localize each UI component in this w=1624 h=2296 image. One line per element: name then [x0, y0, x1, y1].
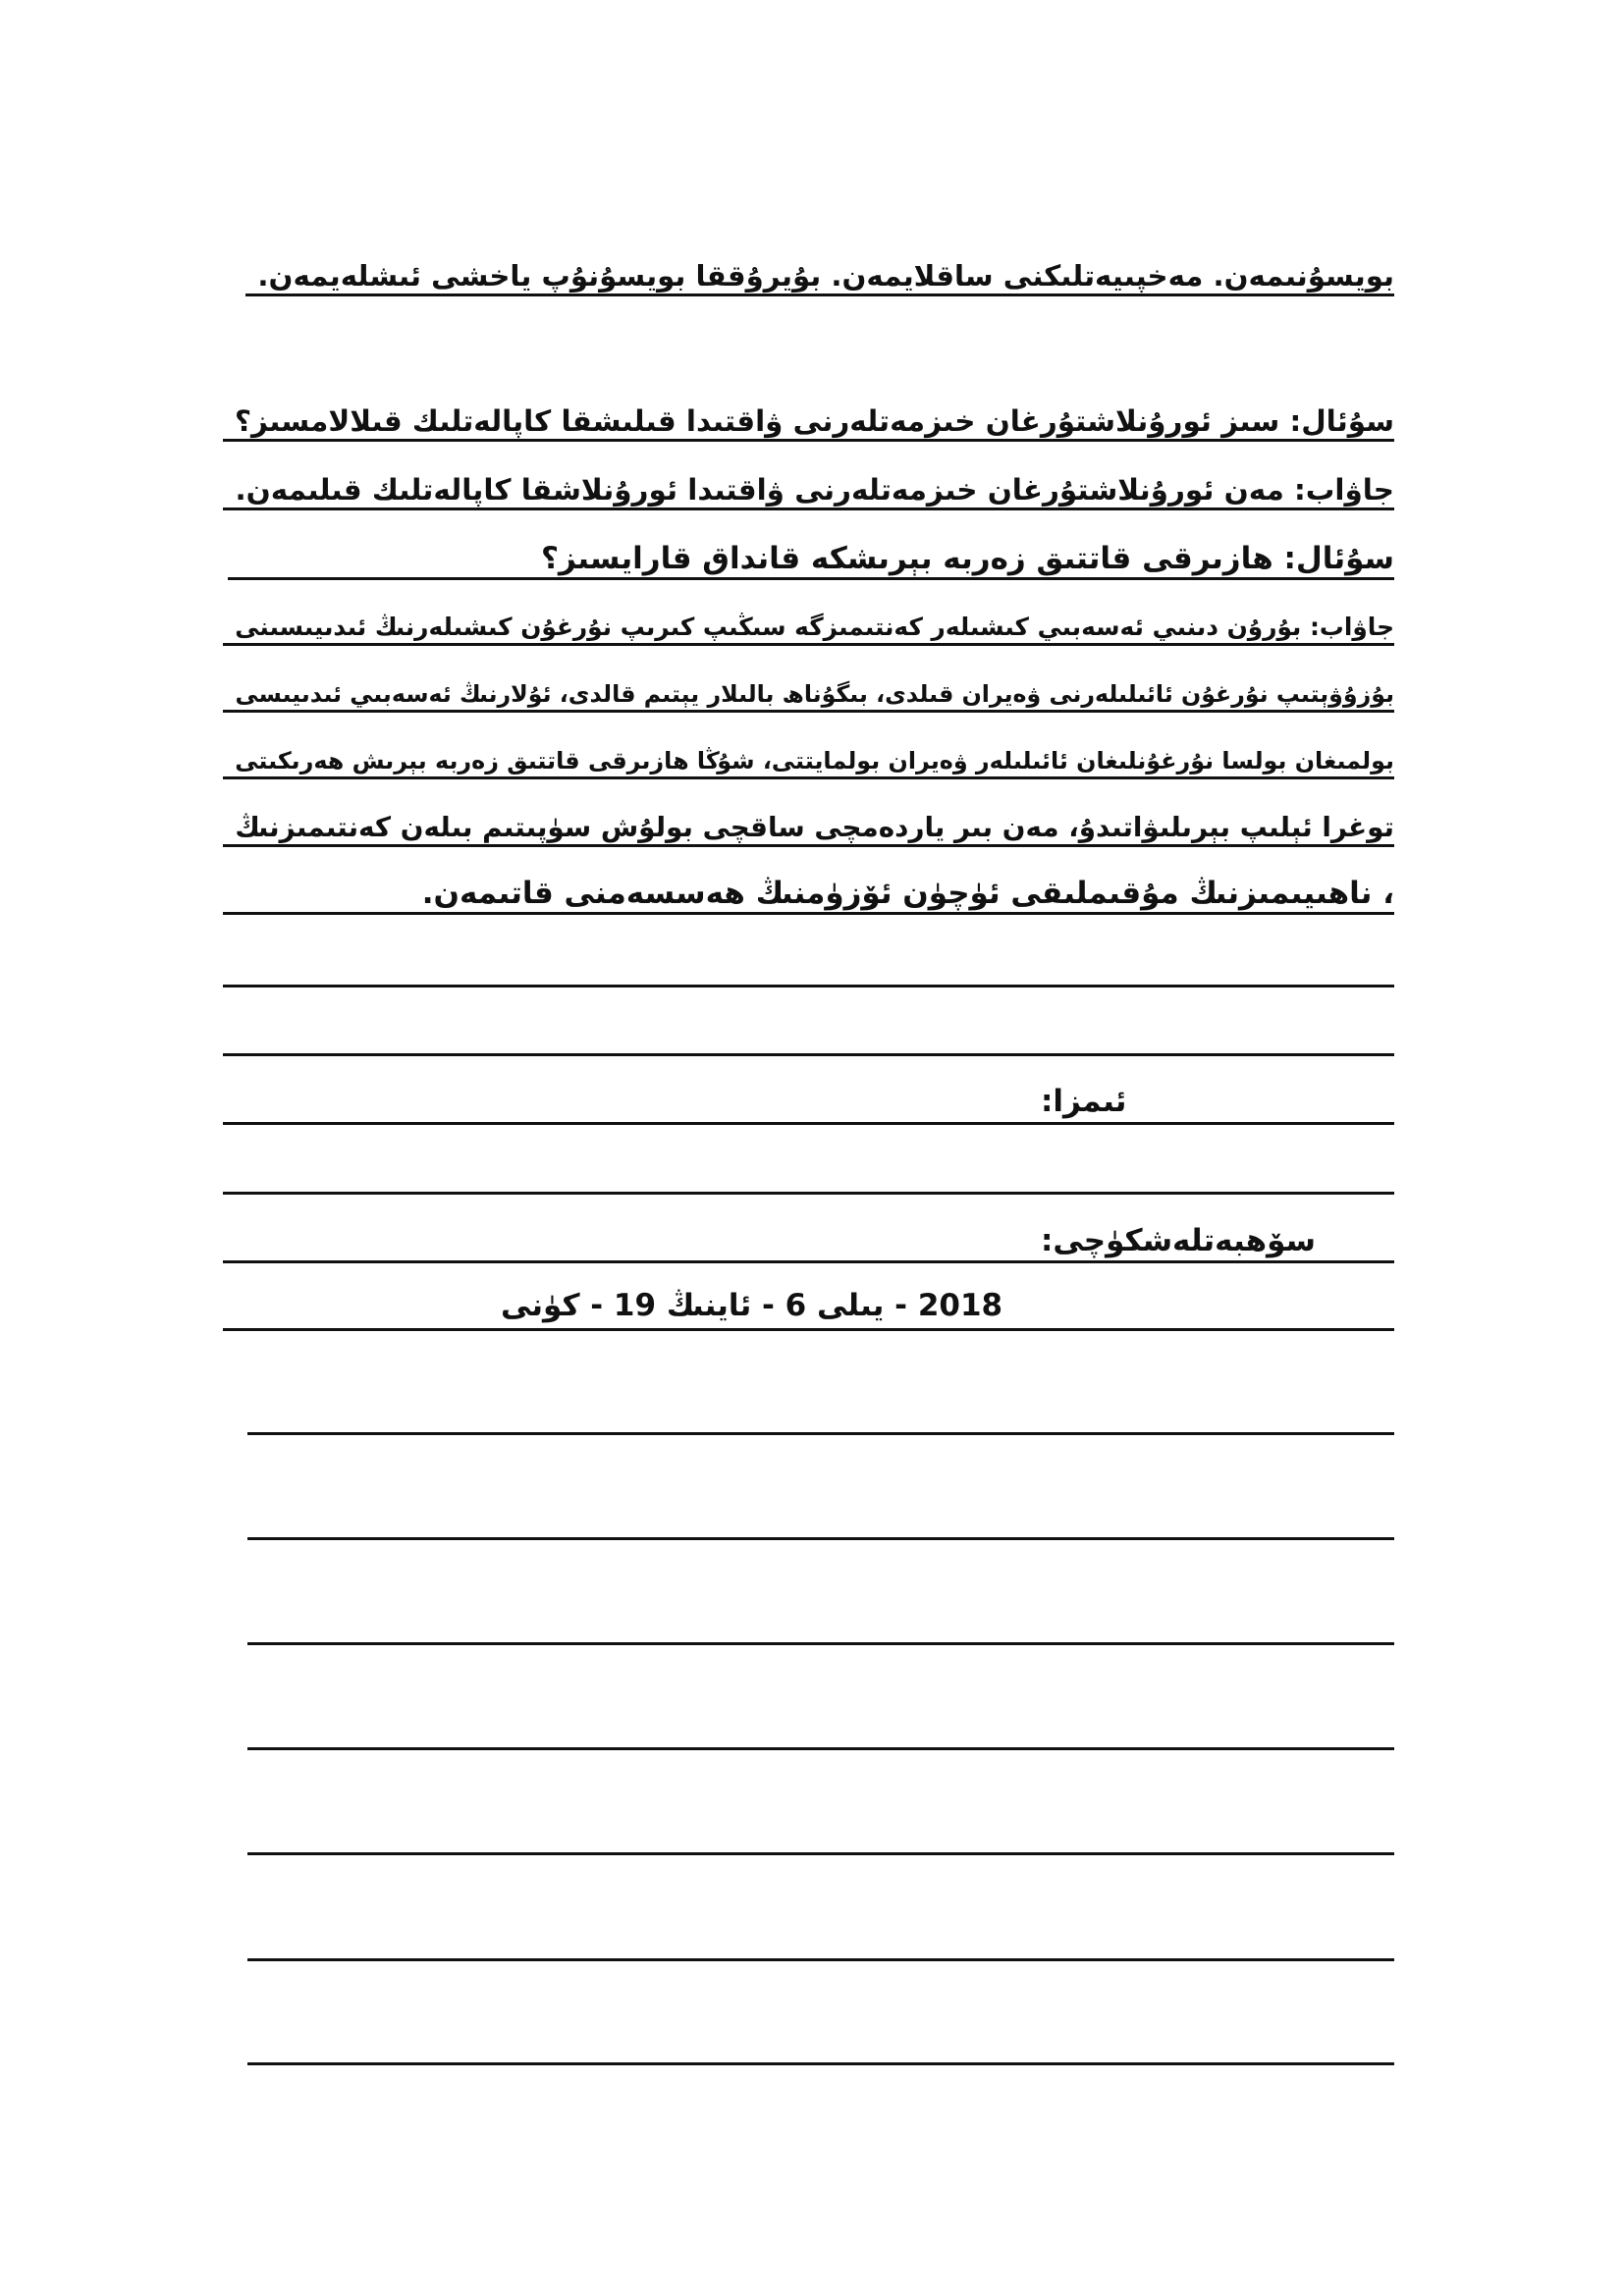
blank-line	[247, 1958, 1394, 1961]
header-line	[245, 245, 1394, 296]
answer-1: جاۋاب: مەن ئورۇنلاشتۇرغان خىزمەتلەرنى ۋاقتىدا ئورۇنلاشقا كاپالەتلىك قىلىمەن.	[235, 472, 1394, 507]
signature-label: ئىمزا:	[1041, 1084, 1127, 1119]
question-1: سۇئال: سىز ئورۇنلاشتۇرغان خىزمەتلەرنى ۋاقتىدا قىلىشقا كاپالەتلىك قىلالامسىز؟	[235, 403, 1394, 438]
blank-line	[247, 1642, 1394, 1645]
interviewer-label: سۆھبەتلەشكۈچى:	[1041, 1223, 1317, 1258]
date-text: 2018 - يىلى 6 - ئاينىڭ 19 - كۈنى	[501, 1288, 1003, 1323]
qa-line-7	[223, 796, 1394, 847]
blank-line	[223, 1053, 1394, 1056]
qa-line-8	[223, 864, 1394, 915]
header-text: بويسۇنىمەن. مەخپىيەتلىكنى ساقلايمەن. بۇيرۇققا بويسۇنۇپ ياخشى ئىشلەيمەن.	[257, 258, 1394, 293]
blank-line	[247, 2062, 1394, 2065]
blank-line	[247, 1432, 1394, 1435]
date-line	[223, 1328, 1394, 1331]
answer-2-line-4: توغرا ئېلىپ بېرىلىۋاتىدۇ، مەن بىر ياردەمچى ساقچى بولۇش سۈپىتىم بىلەن كەنتىمىزنىڭ	[235, 811, 1394, 844]
qa-line-5	[223, 662, 1394, 713]
qa-line-3	[228, 530, 1394, 580]
blank-line	[247, 1852, 1394, 1855]
answer-2-line-1: جاۋاب: بۇرۇن دىنىي ئەسەبىي كىشىلەر كەنتىمىزگە سىڭىپ كىرىپ نۇرغۇن كىشىلەرنىڭ ئىدىيىسىنى	[235, 613, 1394, 642]
header-underline	[245, 294, 1394, 296]
answer-2-line-2: بۇزۇۋېتىپ نۇرغۇن ئائىلىلەرنى ۋەيران قىلدى، بىگۇناھ بالىلار يېتىم قالدى، ئۇلارنىڭ ئەسەبىي ئىدىيىسى	[235, 680, 1394, 709]
blank-line	[247, 1747, 1394, 1750]
blank-line	[223, 985, 1394, 988]
answer-2-line-5: ، ناھىيىمىزنىڭ مۇقىملىقى ئۈچۈن ئۆزۈمنىڭ ھەسسەمنى قاتىمەن.	[421, 876, 1394, 911]
qa-line-1	[223, 395, 1394, 442]
signature-line	[223, 1122, 1394, 1125]
interviewer-line	[223, 1260, 1394, 1263]
qa-line-6	[223, 728, 1394, 779]
answer-2-line-3: بولمىغان بولسا نۇرغۇنلىغان ئائىلىلەر ۋەيران بولمايتتى، شۇڭا ھازىرقى قاتتىق زەربە بېرىش ھەرىكىتى	[235, 747, 1394, 775]
qa-line-2	[223, 461, 1394, 510]
question-2: سۇئال: ھازىرقى قاتتىق زەربە بېرىشكە قانداق قارايسىز؟	[540, 541, 1394, 576]
qa-line-4	[223, 595, 1394, 646]
blank-line	[223, 1192, 1394, 1195]
blank-line	[247, 1537, 1394, 1540]
